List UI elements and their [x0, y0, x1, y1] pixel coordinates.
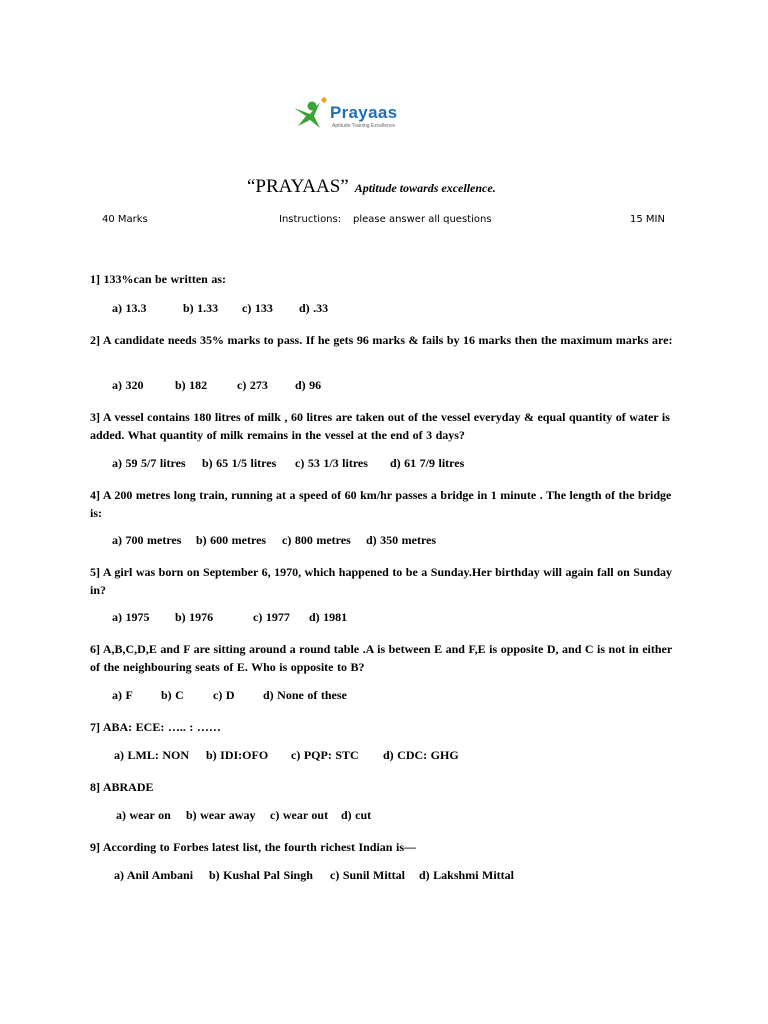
options-9	[114, 868, 514, 883]
option: b) Kushal Pal Singh	[209, 868, 313, 882]
option: b) 600 metres	[196, 533, 267, 547]
option: c) PQP: STC	[291, 748, 359, 762]
question-9: 9] According to Forbes latest list, the fourth richest Indian is—	[90, 840, 416, 854]
option: a) 1975	[112, 610, 150, 624]
instructions-text: please answer all questions	[353, 214, 492, 225]
options-2	[112, 378, 321, 393]
question-8: 8] ABRADE	[90, 780, 154, 794]
options-8	[116, 808, 371, 823]
option: d) CDC: GHG	[383, 748, 459, 762]
option: a) 13.3	[112, 301, 147, 315]
option: a) LML: NON	[114, 748, 189, 762]
option: c) D	[213, 688, 235, 702]
option: d) Lakshmi Mittal	[419, 868, 515, 882]
option: c) 133	[242, 301, 273, 315]
logo-tagline: Aptitude Training Excellence	[332, 123, 396, 129]
option: a) F	[112, 688, 133, 702]
question-7: 7] ABA: ECE: ….. : ……	[90, 720, 221, 734]
option: b) 1976	[175, 610, 214, 624]
option: c) 1977	[253, 610, 290, 624]
option: d) .33	[299, 301, 329, 315]
option: d) 350 metres	[366, 533, 437, 547]
option: d) None of these	[263, 688, 347, 702]
option: b) 182	[175, 378, 208, 392]
options-7	[114, 748, 459, 763]
logo-figure-icon	[290, 96, 334, 136]
question-3: 3] A vessel contains 180 litres of milk , 60 litres are taken out of the vessel everyday & equal quantity of water is added. What quantity of milk remains in the vessel at the end of 3 days?	[90, 410, 670, 442]
options-1	[112, 301, 328, 316]
option: a) Anil Ambani	[114, 868, 194, 882]
question-6: 6] A,B,C,D,E and F are sitting around a round table .A is between E and F,E is opposite D, and C is not in either of the neighbouring seats of E. Who is opposite to B?	[90, 642, 672, 674]
option: b) 1.33	[183, 301, 219, 315]
option: a) 59 5/7 litres	[112, 456, 186, 470]
options-5	[112, 610, 347, 625]
title-text: “PRAYAAS”	[247, 176, 349, 197]
question-2: 2] A candidate needs 35% marks to pass. If he gets 96 marks & fails by 16 marks then the maximum marks are:	[90, 333, 673, 347]
option: b) IDI:OFO	[206, 748, 269, 762]
page-title	[247, 176, 496, 198]
question-4: 4] A 200 metres long train, running at a speed of 60 km/hr passes a bridge in 1 minute . The length of the bridge is:	[90, 488, 672, 520]
option: a) 320	[112, 378, 144, 392]
option: d) 96	[295, 378, 322, 392]
options-3	[112, 456, 464, 471]
total-marks: 40 Marks	[102, 214, 148, 225]
option: c) 53 1/3 litres	[295, 456, 368, 470]
option: b) 65 1/5 litres	[202, 456, 277, 470]
time-limit: 15 MIN	[630, 214, 665, 225]
option: c) wear out	[270, 808, 329, 822]
logo-wordmark: Prayaas	[330, 103, 398, 122]
option: c) 273	[237, 378, 268, 392]
question-5: 5] A girl was born on September 6, 1970, which happened to be a Sunday.Her birthday will again fall on Sunday in?	[90, 565, 672, 597]
option: d) 1981	[309, 610, 348, 624]
title-tagline: Aptitude towards excellence.	[354, 181, 496, 195]
question-1: 1] 133%can be written as:	[90, 272, 226, 286]
prayaas-logo	[288, 92, 484, 158]
option: d) 61 7/9 litres	[390, 456, 465, 470]
option: b) wear away	[186, 808, 256, 822]
option: d) cut	[341, 808, 372, 822]
option: c) Sunil Mittal	[330, 868, 405, 882]
instructions-label: Instructions:	[279, 214, 342, 225]
option: a) 700 metres	[112, 533, 182, 547]
options-6	[112, 688, 347, 703]
options-4	[112, 533, 436, 548]
option: b) C	[161, 688, 184, 702]
option: a) wear on	[116, 808, 171, 822]
option: c) 800 metres	[282, 533, 351, 547]
